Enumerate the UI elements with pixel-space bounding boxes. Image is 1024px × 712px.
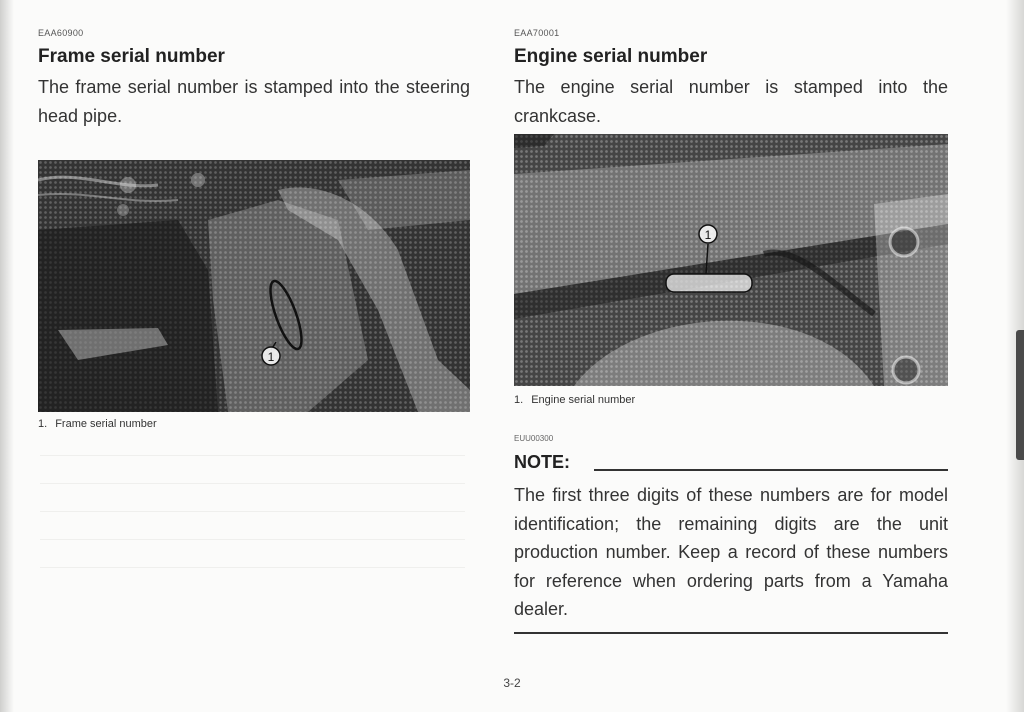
note-rule [594, 469, 948, 471]
section-heading: Engine serial number [514, 46, 708, 67]
section-tab [1016, 330, 1024, 460]
section-heading: Frame serial number [38, 46, 225, 67]
engine-photo-marker: 1 [704, 228, 712, 242]
frame-serial-photo [38, 160, 470, 412]
frame-photo-art [38, 160, 470, 412]
caption-text: Engine serial number [531, 394, 636, 406]
caption-text: Frame serial number [55, 418, 157, 430]
section-paragraph: The engine serial number is stamped into the crankcase. [514, 77, 948, 126]
note-end-rule [514, 632, 948, 634]
section-code: EAA70001 [514, 28, 560, 38]
frame-photo-caption [38, 418, 157, 430]
page-edge-right [1006, 0, 1024, 712]
page-number: 3-2 [503, 676, 521, 690]
note-header [514, 452, 948, 474]
show-through-lines [40, 455, 465, 595]
page-edge-left [0, 0, 14, 712]
engine-serial-photo [514, 134, 948, 386]
note-body: The first three digits of these numbers are for model identification; the remaining digits are the unit production number. Keep a record of these numbers for reference when ordering parts from a Yamaha dealer. [514, 485, 948, 619]
section-paragraph: The frame serial number is stamped into the steering head pipe. [38, 77, 470, 126]
engine-photo-caption [514, 394, 635, 406]
note-title: NOTE: [514, 452, 570, 472]
engine-photo-art [514, 134, 948, 386]
caption-number: 1. [514, 394, 524, 406]
frame-photo-marker: 1 [267, 350, 275, 364]
section-code: EAA60900 [38, 28, 84, 38]
caption-number: 1. [38, 418, 48, 430]
note-code: EUU00300 [514, 434, 554, 443]
